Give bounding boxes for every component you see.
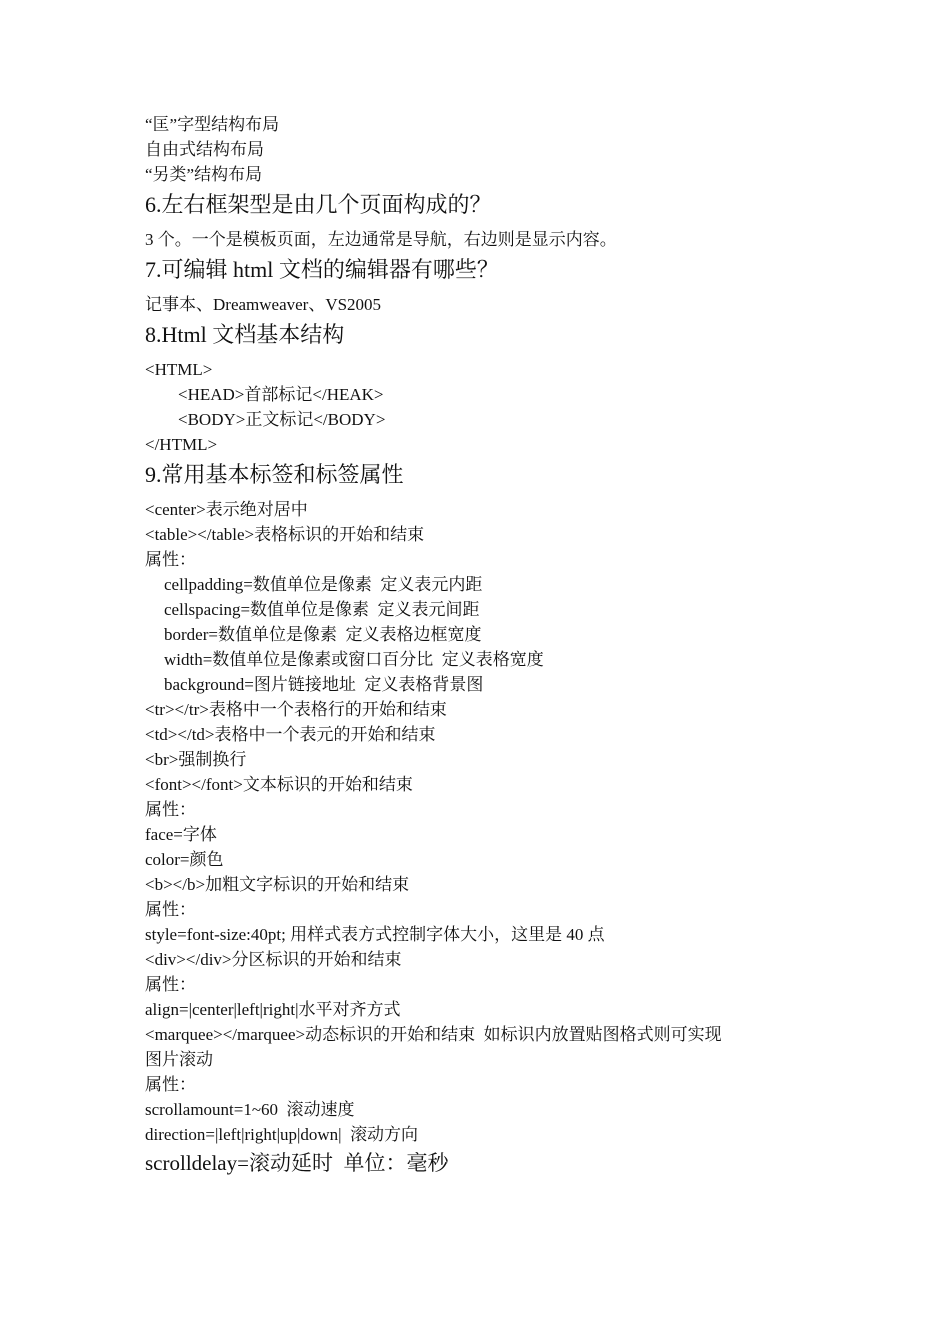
heading-q6: 6.左右框架型是由几个页面构成的？ [145, 192, 492, 217]
document-page [145, 112, 825, 1177]
attr-label: 属性： [145, 900, 196, 919]
code-line-body: <BODY>正文标记</BODY> [178, 410, 386, 429]
attr-line: border=数值单位是像素 定义表格边框宽度 [164, 625, 482, 644]
attr-line: color=颜色 [145, 850, 224, 869]
layout-type-1: “匡”字型结构布局 [145, 115, 280, 134]
tag-line-continued: 图片滚动 [145, 1050, 213, 1069]
answer-q7: 记事本、Dreamweaver、VS2005 [145, 295, 382, 314]
code-line-head: <HEAD>首部标记</HEAK> [178, 385, 384, 404]
layout-type-2: 自由式结构布局 [145, 140, 264, 159]
attr-line: width=数值单位是像素或窗口百分比 定义表格宽度 [164, 650, 544, 669]
tag-line: <table></table>表格标识的开始和结束 [145, 525, 425, 544]
heading-q7: 7.可编辑 html 文档的编辑器有哪些？ [145, 257, 499, 282]
tag-line: <marquee></marquee>动态标识的开始和结束 如标识内放置贴图格式则可实现 [145, 1025, 722, 1044]
attr-label: 属性： [145, 550, 196, 569]
attr-line: scrollamount=1~60 滚动速度 [145, 1100, 355, 1119]
tag-line: <td></td>表格中一个表元的开始和结束 [145, 725, 436, 744]
tag-line: <center>表示绝对居中 [145, 500, 308, 519]
code-line-html-open: <HTML> [145, 360, 213, 379]
heading-q9: 9.常用基本标签和标签属性 [145, 462, 404, 487]
attr-line-large: scrolldelay=滚动延时 单位：毫秒 [145, 1151, 449, 1175]
layout-type-3: “另类”结构布局 [145, 165, 263, 184]
attr-line: cellspacing=数值单位是像素 定义表元间距 [164, 600, 480, 619]
answer-q6: 3 个。一个是模板页面，左边通常是导航，右边则是显示内容。 [145, 230, 617, 249]
attr-line: direction=|left|right|up|down| 滚动方向 [145, 1125, 419, 1144]
tag-line: <br>强制换行 [145, 750, 247, 769]
tag-line: <b></b>加粗文字标识的开始和结束 [145, 875, 410, 894]
attr-line: style=font-size:40pt; 用样式表方式控制字体大小，这里是 40 点 [145, 925, 605, 944]
attr-label: 属性： [145, 800, 196, 819]
attr-label: 属性： [145, 975, 196, 994]
code-line-html-close: </HTML> [145, 435, 218, 454]
attr-line: background=图片链接地址 定义表格背景图 [164, 675, 484, 694]
attr-label: 属性： [145, 1075, 196, 1094]
attr-line: cellpadding=数值单位是像素 定义表元内距 [164, 575, 483, 594]
tag-line: <tr></tr>表格中一个表格行的开始和结束 [145, 700, 447, 719]
tag-line: <font></font>文本标识的开始和结束 [145, 775, 413, 794]
heading-q8: 8.Html 文档基本结构 [145, 322, 345, 347]
attr-line: align=|center|left|right|水平对齐方式 [145, 1000, 401, 1019]
attr-line: face=字体 [145, 825, 217, 844]
tag-line: <div></div>分区标识的开始和结束 [145, 950, 402, 969]
